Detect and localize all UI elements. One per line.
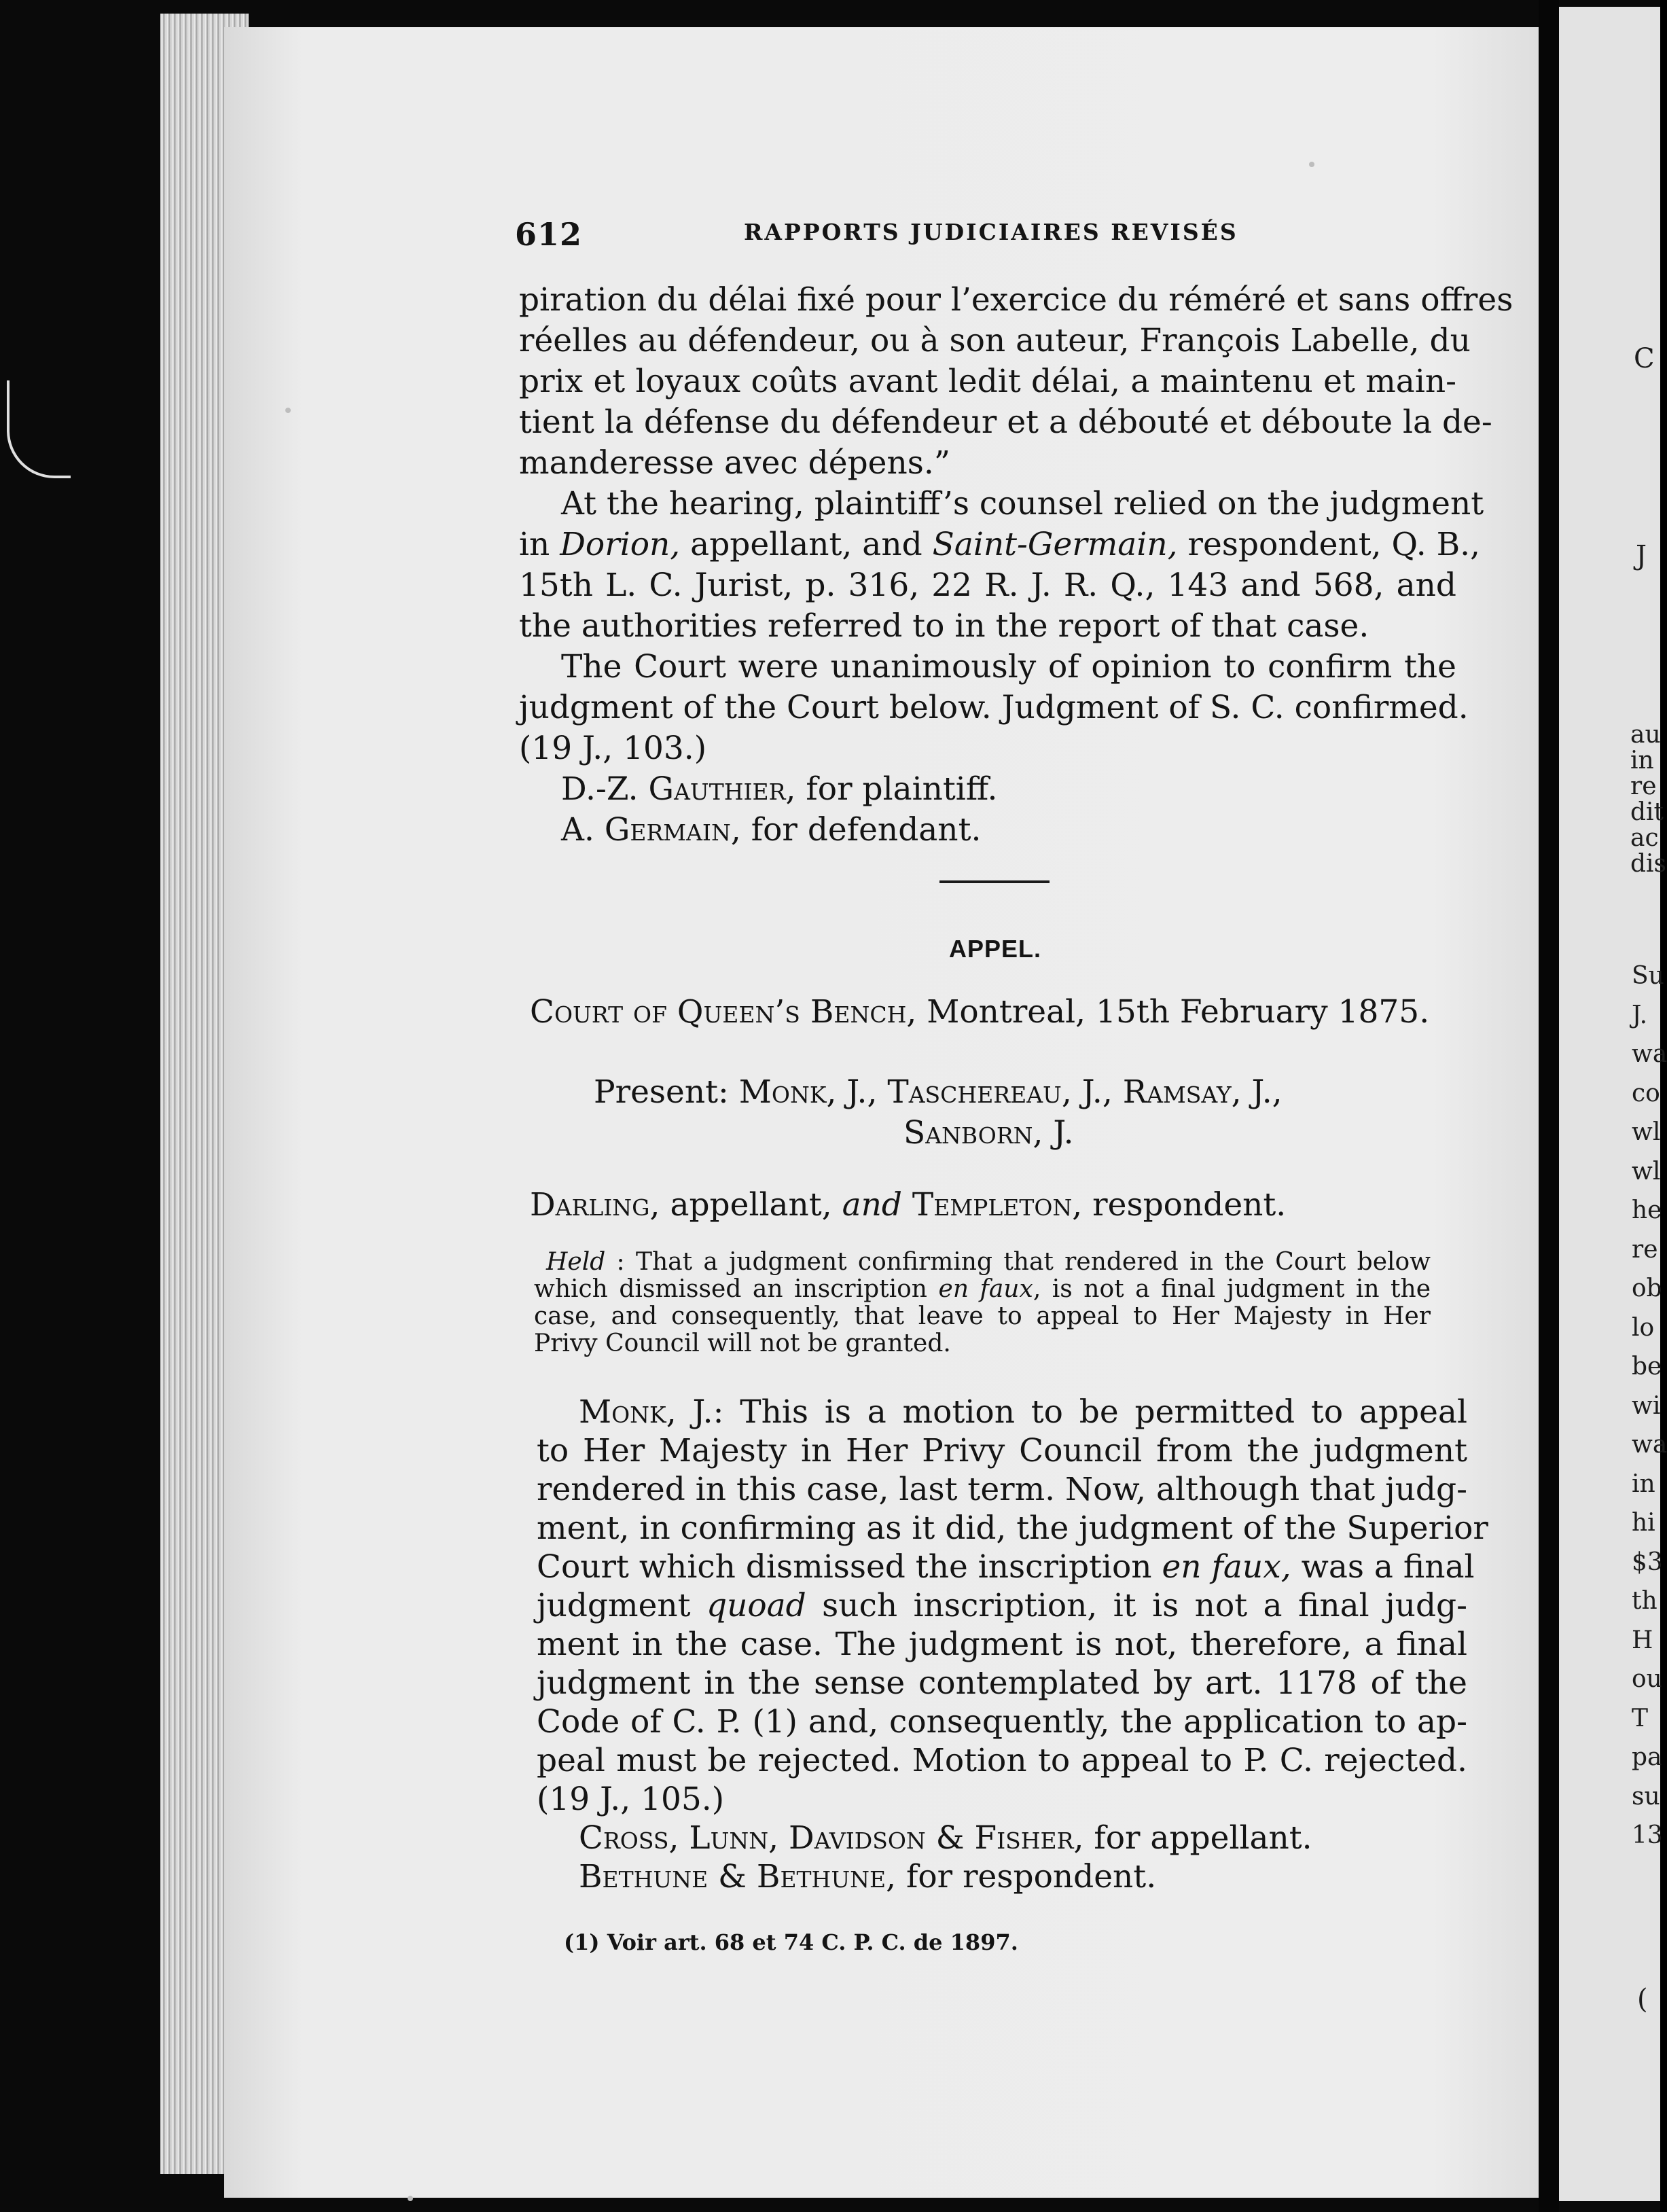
court-opinion-line: (19 J., 103.) (519, 730, 707, 767)
opinion-line: Monk, J.: This is a motion to be permitted to appeal (579, 1393, 1467, 1431)
facing-page-fragment: in (1630, 747, 1654, 774)
facing-page-fragment: C (1634, 343, 1655, 374)
facing-page-fragment: H (1632, 1626, 1653, 1654)
section-divider (939, 880, 1050, 883)
french-line: piration du délai fixé pour l’exercice du réméré et sans offres (519, 281, 1513, 319)
court-line: Court of Queen’s Bench, Montreal, 15th February 1875. (530, 993, 1430, 1031)
facing-page-fragment: su (1632, 1782, 1660, 1810)
scan-speck (408, 2196, 413, 2201)
plaintiff-counsel: D.-Z. Gauthier, for plaintiff. (561, 770, 998, 808)
opinion-line: rendered in this case, last term. Now, although that judg- (537, 1471, 1467, 1508)
facing-page-fragment: ou (1632, 1665, 1662, 1693)
respondent-counsel: Bethune & Bethune, for respondent. (579, 1858, 1157, 1895)
facing-page-fragment: re (1632, 1235, 1658, 1264)
court-opinion-line: The Court were unanimously of opinion to confirm the (561, 648, 1456, 685)
facing-page-fragment: in (1632, 1469, 1655, 1498)
facing-page-fragment: wl (1632, 1157, 1661, 1185)
opinion-line: Code of C. P. (1) and, consequently, the application to ap- (537, 1703, 1467, 1741)
opinion-line: to Her Majesty in Her Privy Council from the judgment (537, 1432, 1467, 1469)
facing-page-fragment: ob (1632, 1274, 1662, 1302)
court-name: Court of Queen’s Bench, (530, 993, 917, 1031)
headnote (534, 1249, 1431, 1357)
facing-page-fragment: wl (1632, 1118, 1661, 1146)
facing-page-fragment: ( (1637, 1984, 1648, 2015)
opinion-line: ment in the case. The judgment is not, therefore, a final (537, 1626, 1467, 1663)
headnote-line: Privy Council will not be granted. (534, 1330, 951, 1357)
case-name-dorion: Dorion, (560, 526, 681, 563)
case-parties: Darling, appellant, and Templeton, respondent. (530, 1186, 1287, 1224)
facing-page-fragment: th (1632, 1587, 1657, 1615)
facing-page-fragment: wa (1632, 1431, 1667, 1459)
headnote-line: case, and consequently, that leave to appeal to Her Majesty in Her (534, 1302, 1431, 1330)
facing-page-fragment: ac (1630, 824, 1659, 852)
appellant-counsel: Cross, Lunn, Davidson & Fisher, for appellant. (579, 1819, 1312, 1857)
facing-page-fragment: J. (1632, 1001, 1648, 1029)
held-label: Held (546, 1248, 606, 1276)
facing-page-fragment: pa (1632, 1743, 1662, 1771)
hearing-line: in Dorion, appellant, and Saint-Germain, respondent, Q. B., (519, 526, 1480, 563)
facing-page-fragment: T (1632, 1704, 1649, 1732)
facing-page-fragment: au (1630, 721, 1661, 749)
defendant-counsel: A. Germain, for defendant. (561, 811, 982, 849)
facing-page-fragment: co (1632, 1079, 1660, 1107)
facing-page-fragment: Su (1632, 962, 1664, 990)
court-opinion-line: judgment of the Court below. Judgment of S. C. confirmed. (519, 689, 1469, 726)
case-heading: APPEL. (949, 935, 1042, 963)
facing-page-fragment: wi (1632, 1391, 1661, 1420)
judges-present: Present: Monk, J., Taschereau, J., Ramsay, J., (594, 1073, 1283, 1111)
first-case-text (519, 280, 1513, 851)
judges-present-cont: Sanborn, J. (903, 1114, 1074, 1152)
opinion-judge: Monk, J. (579, 1393, 713, 1431)
facing-page-fragment: be (1632, 1353, 1662, 1380)
book-gutter (1539, 0, 1559, 2212)
facing-page-fragment: J (1636, 540, 1647, 571)
facing-page-fragment: 13 (1632, 1821, 1663, 1849)
case-name-saint-germain: Saint-Germain, (932, 526, 1178, 563)
facing-page-fragment: $3 (1632, 1548, 1663, 1576)
facing-page-fragment: wa (1632, 1040, 1667, 1068)
french-line: réelles au défendeur, ou à son auteur, François Labelle, du (519, 322, 1471, 359)
facing-page-fragment: he (1632, 1196, 1662, 1224)
running-title: RAPPORTS JUDICIAIRES REVISÉS (744, 219, 1238, 245)
french-line: prix et loyaux coûts avant ledit délai, a maintenu et main- (519, 363, 1456, 400)
hearing-line: At the hearing, plaintiff’s counsel relied on the judgment (561, 485, 1484, 522)
scan-speck (285, 408, 291, 413)
opinion-line: ment, in confirming as it did, the judgment of the Superior (537, 1510, 1488, 1547)
opinion-line: Court which dismissed the inscription en faux, was a final (537, 1548, 1475, 1586)
french-line: manderesse avec dépens.” (519, 444, 950, 482)
french-line: tient la défense du défendeur et a débouté et déboute la de- (519, 404, 1492, 441)
page-number: 612 (515, 216, 583, 253)
judge-opinion (537, 1393, 1488, 1896)
footnote: (1) Voir art. 68 et 74 C. P. C. de 1897. (564, 1929, 1018, 1955)
scan-speck (1309, 162, 1314, 167)
headnote-line: which dismissed an inscription en faux, is not a final judgment in the (534, 1275, 1431, 1303)
opinion-line: peal must be rejected. Motion to appeal to P. C. rejected. (537, 1742, 1467, 1779)
headnote-line: Held : That a judgment confirming that rendered in the Court below (546, 1248, 1431, 1276)
facing-page-fragment: dis (1630, 850, 1667, 878)
opinion-line: (19 J., 105.) (537, 1781, 725, 1818)
hearing-line: 15th L. C. Jurist, p. 316, 22 R. J. R. Q., 143 and 568, and (519, 567, 1456, 604)
facing-page-fragment: dit (1630, 798, 1664, 826)
facing-page-fragment: re (1630, 772, 1657, 800)
opinion-line: judgment quoad such inscription, it is not a final judg- (537, 1587, 1467, 1624)
opinion-line: judgment in the sense contemplated by art. 1178 of the (537, 1664, 1467, 1702)
facing-page-fragment: hi (1632, 1509, 1655, 1537)
hearing-line: the authorities referred to in the report of that case. (519, 607, 1369, 645)
facing-page-fragment: lo (1632, 1313, 1655, 1342)
